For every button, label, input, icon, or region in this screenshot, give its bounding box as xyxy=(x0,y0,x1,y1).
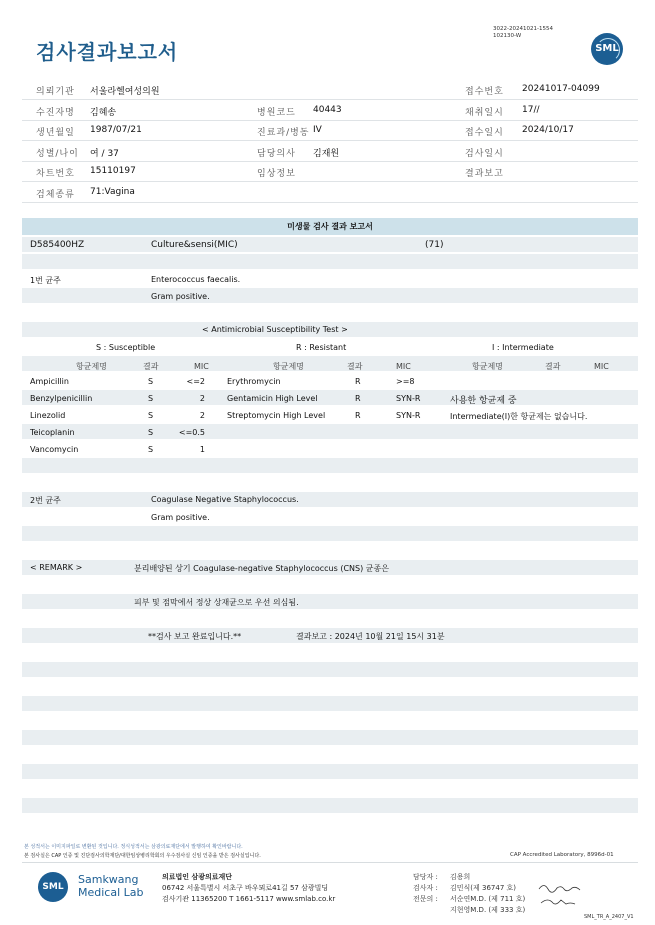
logo-text: SML xyxy=(595,43,619,54)
ast-title: < Antimicrobial Susceptibility Test > xyxy=(202,325,348,334)
info-value: 여 / 37 xyxy=(90,149,119,159)
info-row xyxy=(22,79,638,100)
brand-line-2: Medical Lab xyxy=(78,886,144,899)
remark-line-1: 분리배양된 상기 Coagulase-negative Staphylococcus (CNS) 균종은 xyxy=(134,564,389,573)
lab-org-name: 의료법인 삼광의료재단 xyxy=(162,873,233,881)
ast-drug: Linezolid xyxy=(30,411,66,420)
brand-line-1: Samkwang xyxy=(78,873,139,886)
remark-line-2: 피부 및 점막에서 정상 상재균으로 우선 의심됨. xyxy=(134,598,299,607)
info-value: 서울라헬여성의원 xyxy=(90,87,160,97)
ast-result: R xyxy=(355,377,361,386)
staff-name: 김용희 xyxy=(450,873,471,881)
legend-intermediate: I : Intermediate xyxy=(492,343,554,352)
info-label: 담당의사 xyxy=(257,149,296,159)
sml-logo xyxy=(591,33,623,65)
organism-2-gram: Gram positive. xyxy=(151,513,210,522)
col-drug-header: 항균제명 xyxy=(273,362,304,371)
ast-note-line-1: 사용한 항균제 중 xyxy=(450,396,517,406)
test-number: (71) xyxy=(425,240,444,250)
organism-1-gram: Gram positive. xyxy=(151,292,210,301)
staff-role: 검사자 : xyxy=(413,884,438,892)
footer-logo-text: SML xyxy=(42,882,64,892)
report-complete: **검사 보고 완료입니다.** xyxy=(148,632,242,641)
legend-susceptible: S : Susceptible xyxy=(96,343,156,352)
info-row xyxy=(22,100,638,121)
footnote-2: 본 검사실은 CAP 인증 및 진단검사의학재단/대한임상병리학회의 우수검사실 신임 인증을 받은 검사실입니다. xyxy=(24,853,261,859)
info-value: IV xyxy=(313,125,322,135)
ast-drug: Gentamicin High Level xyxy=(227,394,318,403)
footnote-1: 본 성적서는 이미지파일로 변환된 것입니다. 정식성적서는 삼광의료재단에서 발행하여 확인바랍니다. xyxy=(24,844,243,850)
ast-mic: 2 xyxy=(199,411,205,420)
page-title: 검사결과보고서 xyxy=(36,40,179,64)
band xyxy=(22,594,638,609)
col-drug-header: 항균제명 xyxy=(76,362,107,371)
info-row xyxy=(22,161,638,182)
lab-phone: 검사기관 11365200 T 1661-5117 www.smlab.co.kr xyxy=(162,895,336,903)
document-id-line-2: 102130-W xyxy=(493,33,522,39)
band xyxy=(22,730,638,745)
logo-swoosh xyxy=(596,38,620,62)
band xyxy=(22,764,638,779)
signatures xyxy=(536,880,590,912)
ast-drug: Vancomycin xyxy=(30,445,79,454)
info-value: 17// xyxy=(522,105,540,115)
info-row xyxy=(22,120,638,141)
info-value: 20241017-04099 xyxy=(522,84,600,94)
organism-1-name: Enterococcus faecalis. xyxy=(151,275,241,284)
info-row xyxy=(22,141,638,162)
col-result-header: 결과 xyxy=(143,362,159,371)
info-label: 병원코드 xyxy=(257,108,296,118)
info-value: 40443 xyxy=(313,105,342,115)
info-value: 71:Vagina xyxy=(90,187,135,197)
ast-mic: <=2 xyxy=(186,377,205,386)
band xyxy=(22,424,638,439)
info-value: 15110197 xyxy=(90,166,136,176)
report-heading-band xyxy=(22,218,638,235)
info-label: 검사일시 xyxy=(465,149,504,159)
footer-sml-logo xyxy=(38,872,68,902)
ast-mic: <=0.5 xyxy=(178,428,205,437)
info-label: 임상정보 xyxy=(257,169,296,179)
cap-accreditation: CAP Accredited Laboratory, 8996d-01 xyxy=(510,852,614,858)
band xyxy=(22,237,638,252)
band xyxy=(22,798,638,813)
band xyxy=(22,458,638,473)
info-label: 수진자명 xyxy=(36,108,75,118)
footer-divider xyxy=(22,862,638,863)
col-mic-header: MIC xyxy=(194,362,209,371)
document-id-line-1: 3022-20241021-1554 xyxy=(493,26,553,32)
lab-contact xyxy=(162,872,335,905)
ast-drug: Teicoplanin xyxy=(30,428,75,437)
band xyxy=(22,492,638,507)
ast-drug: Streptomycin High Level xyxy=(227,411,326,420)
ast-mic: SYN-R xyxy=(396,394,421,403)
report-heading: 미생물 검사 결과 보고서 xyxy=(287,222,373,231)
band xyxy=(22,254,638,269)
remark-label: < REMARK > xyxy=(30,563,83,572)
col-drug-header: 항균제명 xyxy=(472,362,503,371)
ast-result: S xyxy=(148,394,154,403)
organism-2-name: Coagulase Negative Staphylococcus. xyxy=(151,495,299,504)
info-value: 김재원 xyxy=(313,149,340,159)
ast-drug: Ampicillin xyxy=(30,377,69,386)
document-id xyxy=(493,26,553,40)
col-result-header: 결과 xyxy=(545,362,561,371)
ast-result: R xyxy=(355,411,361,420)
organism-2-label: 2번 균주 xyxy=(30,496,61,505)
band xyxy=(22,288,638,303)
col-result-header: 결과 xyxy=(347,362,363,371)
organism-1-label: 1번 균주 xyxy=(30,276,61,285)
band xyxy=(22,390,638,405)
ast-result: S xyxy=(148,411,154,420)
ast-note-line-2: Intermediate(I)한 항균제는 없습니다. xyxy=(450,412,588,421)
band xyxy=(22,526,638,541)
band xyxy=(22,696,638,711)
info-label: 검체종류 xyxy=(36,190,75,200)
staff-role: 전문의 : xyxy=(413,895,438,903)
ast-drug: Erythromycin xyxy=(227,377,281,386)
form-code: SML_TR_A_2407_V1 xyxy=(584,914,634,920)
info-label: 진료과/병동 xyxy=(257,128,310,138)
info-value: 1987/07/21 xyxy=(90,125,142,135)
ast-result: S xyxy=(148,445,154,454)
col-mic-header: MIC xyxy=(396,362,411,371)
info-label: 의뢰기관 xyxy=(36,87,75,97)
ast-result: R xyxy=(355,394,361,403)
test-name: Culture&sensi(MIC) xyxy=(151,240,238,250)
band xyxy=(22,662,638,677)
ast-mic: >=8 xyxy=(396,377,415,386)
ast-result: S xyxy=(148,377,154,386)
report-time: 결과보고 : 2024년 10월 21일 15시 31분 xyxy=(296,632,445,641)
info-value: 김혜송 xyxy=(90,108,117,118)
info-label: 접수번호 xyxy=(465,87,504,97)
ast-mic: 1 xyxy=(199,445,205,454)
info-label: 생년월일 xyxy=(36,128,75,138)
staff-name: 서순연M.D. (제 711 호) xyxy=(450,895,526,903)
ast-mic: SYN-R xyxy=(396,411,421,420)
info-label: 결과보고 xyxy=(465,169,504,179)
info-row xyxy=(22,182,638,203)
ast-result: S xyxy=(148,428,154,437)
staff-role: 담당자 : xyxy=(413,873,438,881)
lab-address: 06742 서울특별시 서초구 바우뫼로41길 57 삼광빌딩 xyxy=(162,884,329,892)
info-value: 2024/10/17 xyxy=(522,125,574,135)
legend-resistant: R : Resistant xyxy=(296,343,347,352)
staff-name: 지현영M.D. (제 333 호) xyxy=(450,906,526,914)
info-label: 차트번호 xyxy=(36,169,75,179)
staff-name: 김민식(제 36747 호) xyxy=(450,884,516,892)
test-code: D585400HZ xyxy=(30,240,85,250)
col-mic-header: MIC xyxy=(594,362,609,371)
brand-name xyxy=(78,873,144,899)
info-label: 채취일시 xyxy=(465,108,504,118)
ast-drug: Benzylpenicillin xyxy=(30,394,93,403)
info-label: 성별/나이 xyxy=(36,149,79,159)
info-label: 접수일시 xyxy=(465,128,504,138)
ast-mic: 2 xyxy=(199,394,205,403)
